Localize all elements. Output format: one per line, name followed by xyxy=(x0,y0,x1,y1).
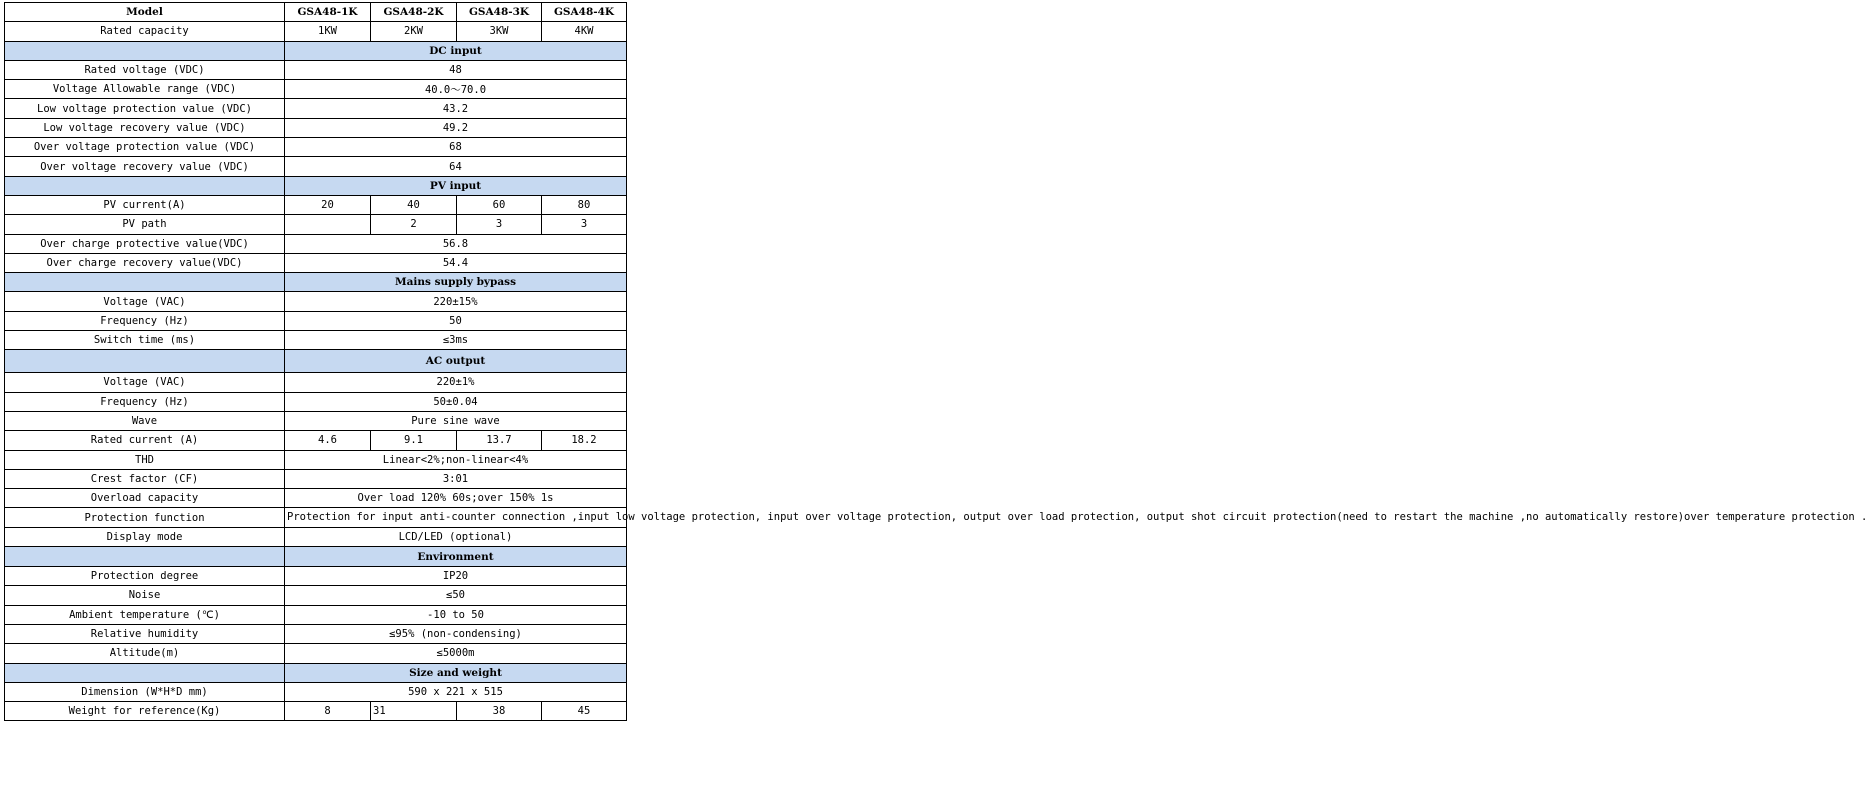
cell-value: 20 xyxy=(285,195,371,214)
cell-value: 18.2 xyxy=(542,431,627,450)
table-row xyxy=(5,644,627,663)
cell-value: 3 xyxy=(457,215,542,234)
section-title: Mains supply bypass xyxy=(285,273,627,292)
section-environment xyxy=(5,547,627,567)
cell-value: 64 xyxy=(285,157,627,176)
table-row xyxy=(5,234,627,253)
row-label: Protection degree xyxy=(5,567,285,586)
row-label: Dimension (W*H*D mm) xyxy=(5,682,285,701)
row-label: Weight for reference(Kg) xyxy=(5,702,285,721)
table-row xyxy=(5,450,627,469)
cell-value: 50±0.04 xyxy=(285,392,627,411)
table-row xyxy=(5,157,627,176)
model-3k: GSA48-3K xyxy=(457,3,542,22)
row-label: Crest factor (CF) xyxy=(5,469,285,488)
table-row xyxy=(5,311,627,330)
row-label: Overload capacity xyxy=(5,489,285,508)
row-label: Frequency (Hz) xyxy=(5,311,285,330)
row-label: THD xyxy=(5,450,285,469)
cell-value xyxy=(285,215,371,234)
table-row xyxy=(5,60,627,79)
section-mains-bypass xyxy=(5,273,627,292)
model-label: Model xyxy=(5,3,285,22)
cell-value: 43.2 xyxy=(285,99,627,118)
table-row xyxy=(5,215,627,234)
row-label: Ambient temperature (℃) xyxy=(5,605,285,624)
row-label: Rated capacity xyxy=(5,22,285,41)
cell-value: 40.0～70.0 xyxy=(285,80,627,99)
table-row xyxy=(5,331,627,350)
section-size-weight xyxy=(5,663,627,682)
cell-value: 40 xyxy=(371,195,457,214)
row-label: Voltage (VAC) xyxy=(5,292,285,311)
table-row xyxy=(5,624,627,643)
cell-value: IP20 xyxy=(285,567,627,586)
cell-value: Pure sine wave xyxy=(285,411,627,430)
cell-value: 220±1% xyxy=(285,373,627,392)
cell-value: 56.8 xyxy=(285,234,627,253)
cell-value: 220±15% xyxy=(285,292,627,311)
table-row xyxy=(5,567,627,586)
row-label: Voltage (VAC) xyxy=(5,373,285,392)
cell-value: 4.6 xyxy=(285,431,371,450)
table-row xyxy=(5,392,627,411)
row-label: Frequency (Hz) xyxy=(5,392,285,411)
row-label: PV current(A) xyxy=(5,195,285,214)
section-dc-input xyxy=(5,41,627,60)
table-row xyxy=(5,508,627,527)
cell-value: 80 xyxy=(542,195,627,214)
row-label: Protection function xyxy=(5,508,285,527)
row-label: Voltage Allowable range (VDC) xyxy=(5,80,285,99)
section-title: Size and weight xyxy=(285,663,627,682)
row-label: Relative humidity xyxy=(5,624,285,643)
table-row xyxy=(5,431,627,450)
table-row xyxy=(5,702,627,721)
model-4k: GSA48-4K xyxy=(542,3,627,22)
row-label: Over charge recovery value(VDC) xyxy=(5,253,285,272)
cell-value: 2KW xyxy=(371,22,457,41)
cell-value: 60 xyxy=(457,195,542,214)
cell-value: 45 xyxy=(542,702,627,721)
cell-value: 1KW xyxy=(285,22,371,41)
cell-value: 68 xyxy=(285,138,627,157)
table-row xyxy=(5,586,627,605)
cell-value: 4KW xyxy=(542,22,627,41)
cell-value: 8 xyxy=(285,702,371,721)
model-2k: GSA48-2K xyxy=(371,3,457,22)
cell-value: ≤5000m xyxy=(285,644,627,663)
table-row xyxy=(5,605,627,624)
cell-value: 31 xyxy=(371,702,457,721)
section-title: DC input xyxy=(285,41,627,60)
cell-value: 3:01 xyxy=(285,469,627,488)
cell-value: 50 xyxy=(285,311,627,330)
table-row xyxy=(5,292,627,311)
table-row xyxy=(5,682,627,701)
spec-table xyxy=(4,2,1867,721)
cell-value: 54.4 xyxy=(285,253,627,272)
table-row xyxy=(5,138,627,157)
row-label: Display mode xyxy=(5,527,285,546)
cell-value: 2 xyxy=(371,215,457,234)
row-label: PV path xyxy=(5,215,285,234)
table-row xyxy=(5,469,627,488)
row-label: Low voltage recovery value (VDC) xyxy=(5,118,285,137)
row-label: Noise xyxy=(5,586,285,605)
cell-value: LCD/LED (optional) xyxy=(285,527,627,546)
cell-value: Linear<2%;non-linear<4% xyxy=(285,450,627,469)
row-label: Altitude(m) xyxy=(5,644,285,663)
table-row xyxy=(5,253,627,272)
cell-value: ≤95% (non-condensing) xyxy=(285,624,627,643)
rated-capacity-row xyxy=(5,22,627,41)
cell-value: 49.2 xyxy=(285,118,627,137)
row-label: Over charge protective value(VDC) xyxy=(5,234,285,253)
cell-value: 3 xyxy=(542,215,627,234)
section-title: AC output xyxy=(285,350,627,373)
model-1k: GSA48-1K xyxy=(285,3,371,22)
table-row xyxy=(5,99,627,118)
cell-value: 590 x 221 x 515 xyxy=(285,682,627,701)
row-label: Switch time (ms) xyxy=(5,331,285,350)
cell-value: -10 to 50 xyxy=(285,605,627,624)
protection-description: Protection for input anti-counter connection ,input low voltage protection, input over voltage protection, output over load protection, output shot circuit protection(need to restart the machine ,no automatically restore)over temperature protection . xyxy=(285,508,627,527)
cell-value: 38 xyxy=(457,702,542,721)
table-row xyxy=(5,195,627,214)
cell-value: Over load 120% 60s;over 150% 1s xyxy=(285,489,627,508)
section-ac-output xyxy=(5,350,627,373)
cell-value: 3KW xyxy=(457,22,542,41)
row-label: Over voltage recovery value (VDC) xyxy=(5,157,285,176)
row-label: Over voltage protection value (VDC) xyxy=(5,138,285,157)
cell-value: ≤50 xyxy=(285,586,627,605)
table-row xyxy=(5,489,627,508)
cell-value: 48 xyxy=(285,60,627,79)
cell-value: 13.7 xyxy=(457,431,542,450)
row-label: Wave xyxy=(5,411,285,430)
table-row xyxy=(5,373,627,392)
section-title: PV input xyxy=(285,176,627,195)
cell-value: ≤3ms xyxy=(285,331,627,350)
row-label: Rated current (A) xyxy=(5,431,285,450)
row-label: Rated voltage (VDC) xyxy=(5,60,285,79)
table-row xyxy=(5,118,627,137)
section-pv-input xyxy=(5,176,627,195)
row-label: Low voltage protection value (VDC) xyxy=(5,99,285,118)
table-row xyxy=(5,527,627,546)
table-row xyxy=(5,80,627,99)
cell-value: 9.1 xyxy=(371,431,457,450)
table-row xyxy=(5,411,627,430)
header-row xyxy=(5,3,627,22)
section-title: Environment xyxy=(285,547,627,567)
